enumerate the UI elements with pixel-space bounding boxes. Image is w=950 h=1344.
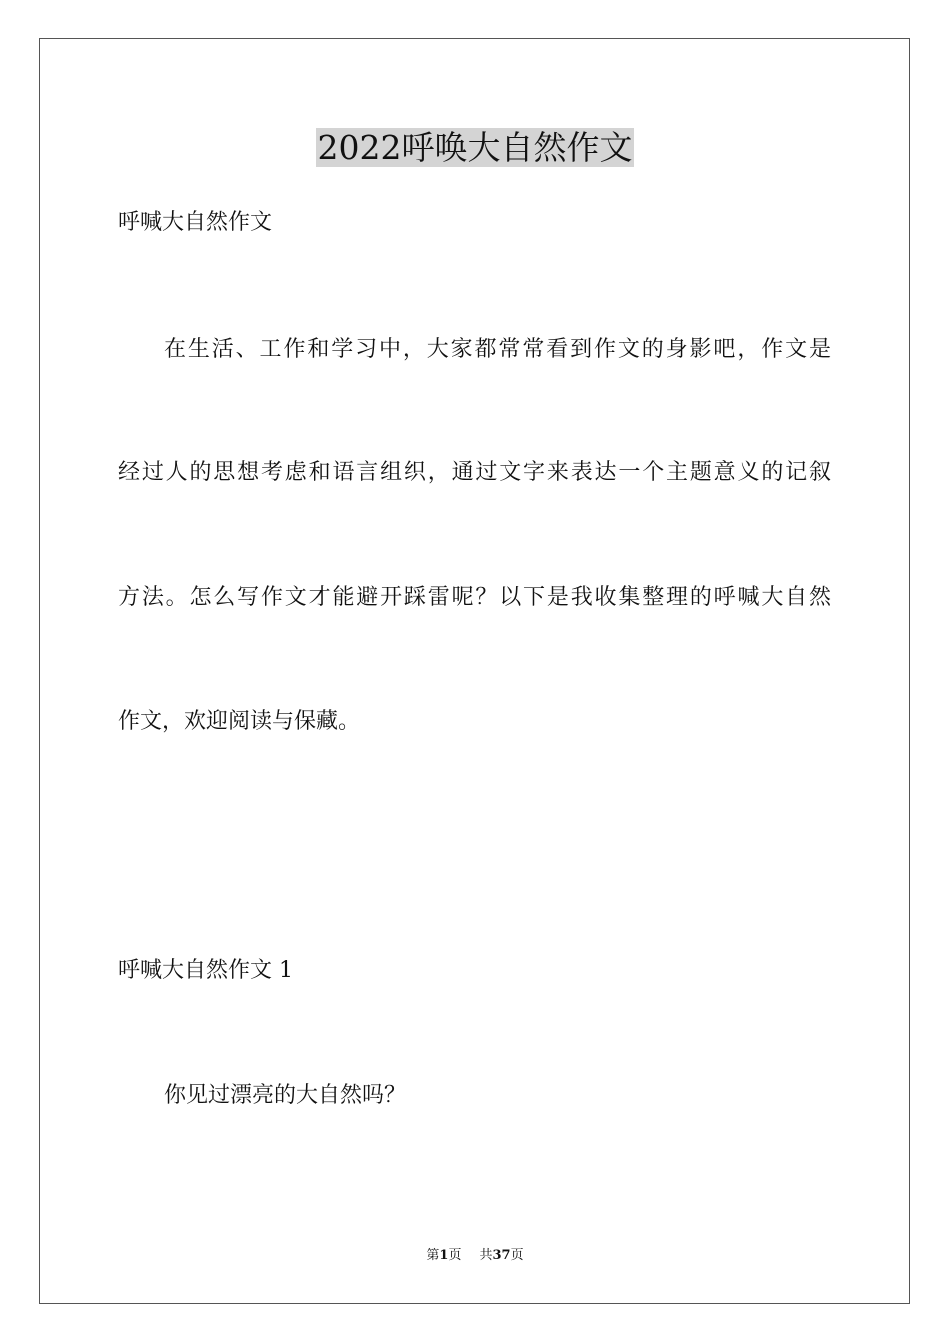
- total-pages: 37: [492, 1248, 511, 1263]
- page-footer: [0, 1247, 950, 1265]
- section-first-line: 你见过漂亮的大自然吗？: [164, 1083, 407, 1108]
- document-title: [0, 126, 950, 170]
- total-suffix: 页: [510, 1248, 524, 1263]
- document-subtitle: 呼喊大自然作文: [118, 210, 273, 235]
- page-suffix: 页: [448, 1248, 462, 1263]
- section-heading: 呼喊大自然作文 1: [118, 958, 293, 983]
- intro-line-3: 方法。怎么写作文才能避开踩雷呢？以下是我收集整理的呼喊大自然: [118, 585, 831, 610]
- total-prefix: 共: [479, 1248, 493, 1263]
- intro-line-1: 在生活、工作和学习中，大家都常常看到作文的身影吧，作文是: [164, 337, 831, 362]
- intro-line-4: 作文，欢迎阅读与保藏。: [118, 709, 361, 734]
- document-title-text: 2022呼唤大自然作文: [317, 128, 633, 167]
- intro-line-2: 经过人的思想考虑和语言组织，通过文字来表达一个主题意义的记叙: [118, 460, 831, 485]
- page-number: 1: [439, 1248, 449, 1263]
- page-prefix: 第: [426, 1248, 440, 1263]
